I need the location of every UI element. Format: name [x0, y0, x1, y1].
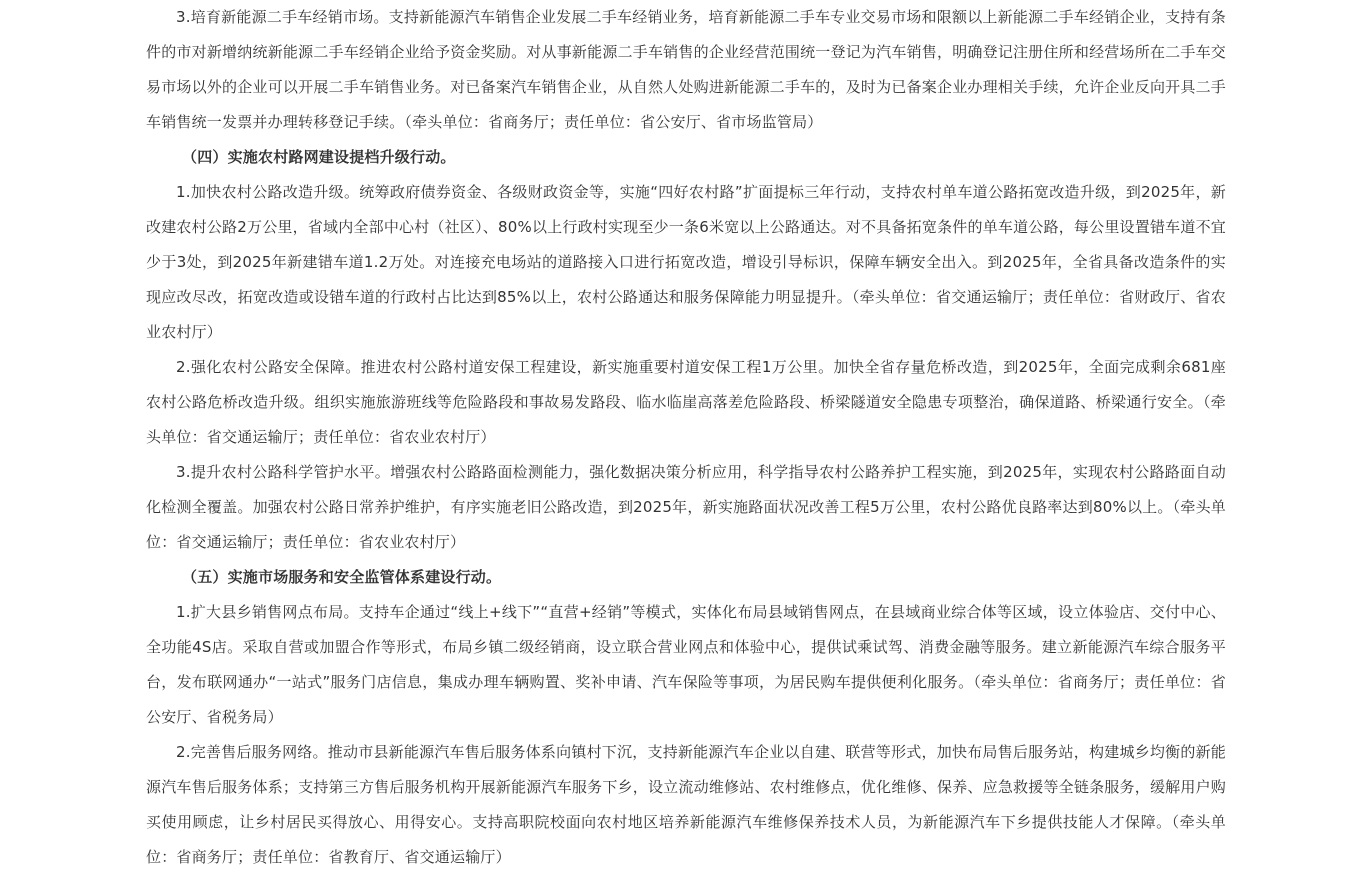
- paragraph-after-sales: 2.完善售后服务网络。推动市县新能源汽车售后服务体系向镇村下沉，支持新能源汽车企业以自建、联营等形式，加快布局售后服务站，构建城乡均衡的新能源汽车售后服务体系；支持第三方售后服务机构开展新能源汽车服务下乡，设立流动维修站、农村维修点，优化维修、保养、应急救援等全链条服务，缓解用户购买使用顾虑，让乡村居民买得放心、用得安心。支持高职院校面向农村地区培养新能源汽车维修保养技术人员，为新能源汽车下乡提供技能人才保障。（牵头单位：省商务厅；责任单位：省教育厅、省交通运输厅）: [146, 743, 1226, 866]
- document-body: [146, 0, 1226, 875]
- section-heading-rural-roads: （四）实施农村路网建设提档升级行动。: [182, 148, 456, 166]
- paragraph-used-car-market: 3.培育新能源二手车经销市场。支持新能源汽车销售企业发展二手车经销业务，培育新能源二手车专业交易市场和限额以上新能源二手车经销企业，支持有条件的市对新增纳统新能源二手车经销企业给予资金奖励。对从事新能源二手车销售的企业经营范围统一登记为汽车销售，明确登记注册住所和经营场所在二手车交易市场以外的企业可以开展二手车销售业务。对已备案汽车销售企业，从自然人处购进新能源二手车的，及时为已备案企业办理相关手续，允许企业反向开具二手车销售统一发票并办理转移登记手续。（牵头单位：省商务厅；责任单位：省公安厅、省市场监管局）: [146, 8, 1226, 131]
- paragraph-road-safety: 2.强化农村公路安全保障。推进农村公路村道安保工程建设，新实施重要村道安保工程1万公里。加快全省存量危桥改造，到2025年，全面完成剩余681座农村公路危桥改造升级。组织实施旅游班线等危险路段和事故易发路段、临水临崖高落差危险路段、桥梁隧道安全隐患专项整治，确保道路、桥梁通行安全。（牵头单位：省交通运输厅；责任单位：省农业农村厅）: [146, 358, 1226, 446]
- paragraph-sales-network: 1.扩大县乡销售网点布局。支持车企通过“线上+线下”“直营+经销”等模式，实体化布局县域销售网点，在县域商业综合体等区域，设立体验店、交付中心、全功能4S店。采取自营或加盟合作等形式，布局乡镇二级经销商，设立联合营业网点和体验中心，提供试乘试驾、消费金融等服务。建立新能源汽车综合服务平台，发布联网通办“一站式”服务门店信息，集成办理车辆购置、奖补申请、汽车保险等事项，为居民购车提供便利化服务。（牵头单位：省商务厅；责任单位：省公安厅、省税务局）: [146, 603, 1226, 726]
- section-heading-market-service: （五）实施市场服务和安全监管体系建设行动。: [182, 568, 502, 586]
- paragraph-road-upgrade: 1.加快农村公路改造升级。统筹政府债券资金、各级财政资金等，实施“四好农村路”扩面提标三年行动，支持农村单车道公路拓宽改造升级，到2025年，新改建农村公路2万公里，省域内全部中心村（社区）、80%以上行政村实现至少一条6米宽以上公路通达。对不具备拓宽条件的单车道公路，每公里设置错车道不宜少于3处，到2025年新建错车道1.2万处。对连接充电场站的道路接入口进行拓宽改造，增设引导标识，保障车辆安全出入。到2025年，全省具备改造条件的实现应改尽改，拓宽改造或设错车道的行政村占比达到85%以上，农村公路通达和服务保障能力明显提升。（牵头单位：省交通运输厅；责任单位：省财政厅、省农业农村厅）: [146, 183, 1226, 341]
- paragraph-road-maintenance: 3.提升农村公路科学管护水平。增强农村公路路面检测能力，强化数据决策分析应用，科学指导农村公路养护工程实施，到2025年，实现农村公路路面自动化检测全覆盖。加强农村公路日常养护维护，有序实施老旧公路改造，到2025年，新实施路面状况改善工程5万公里，农村公路优良路率达到80%以上。（牵头单位：省交通运输厅；责任单位：省农业农村厅）: [146, 463, 1226, 551]
